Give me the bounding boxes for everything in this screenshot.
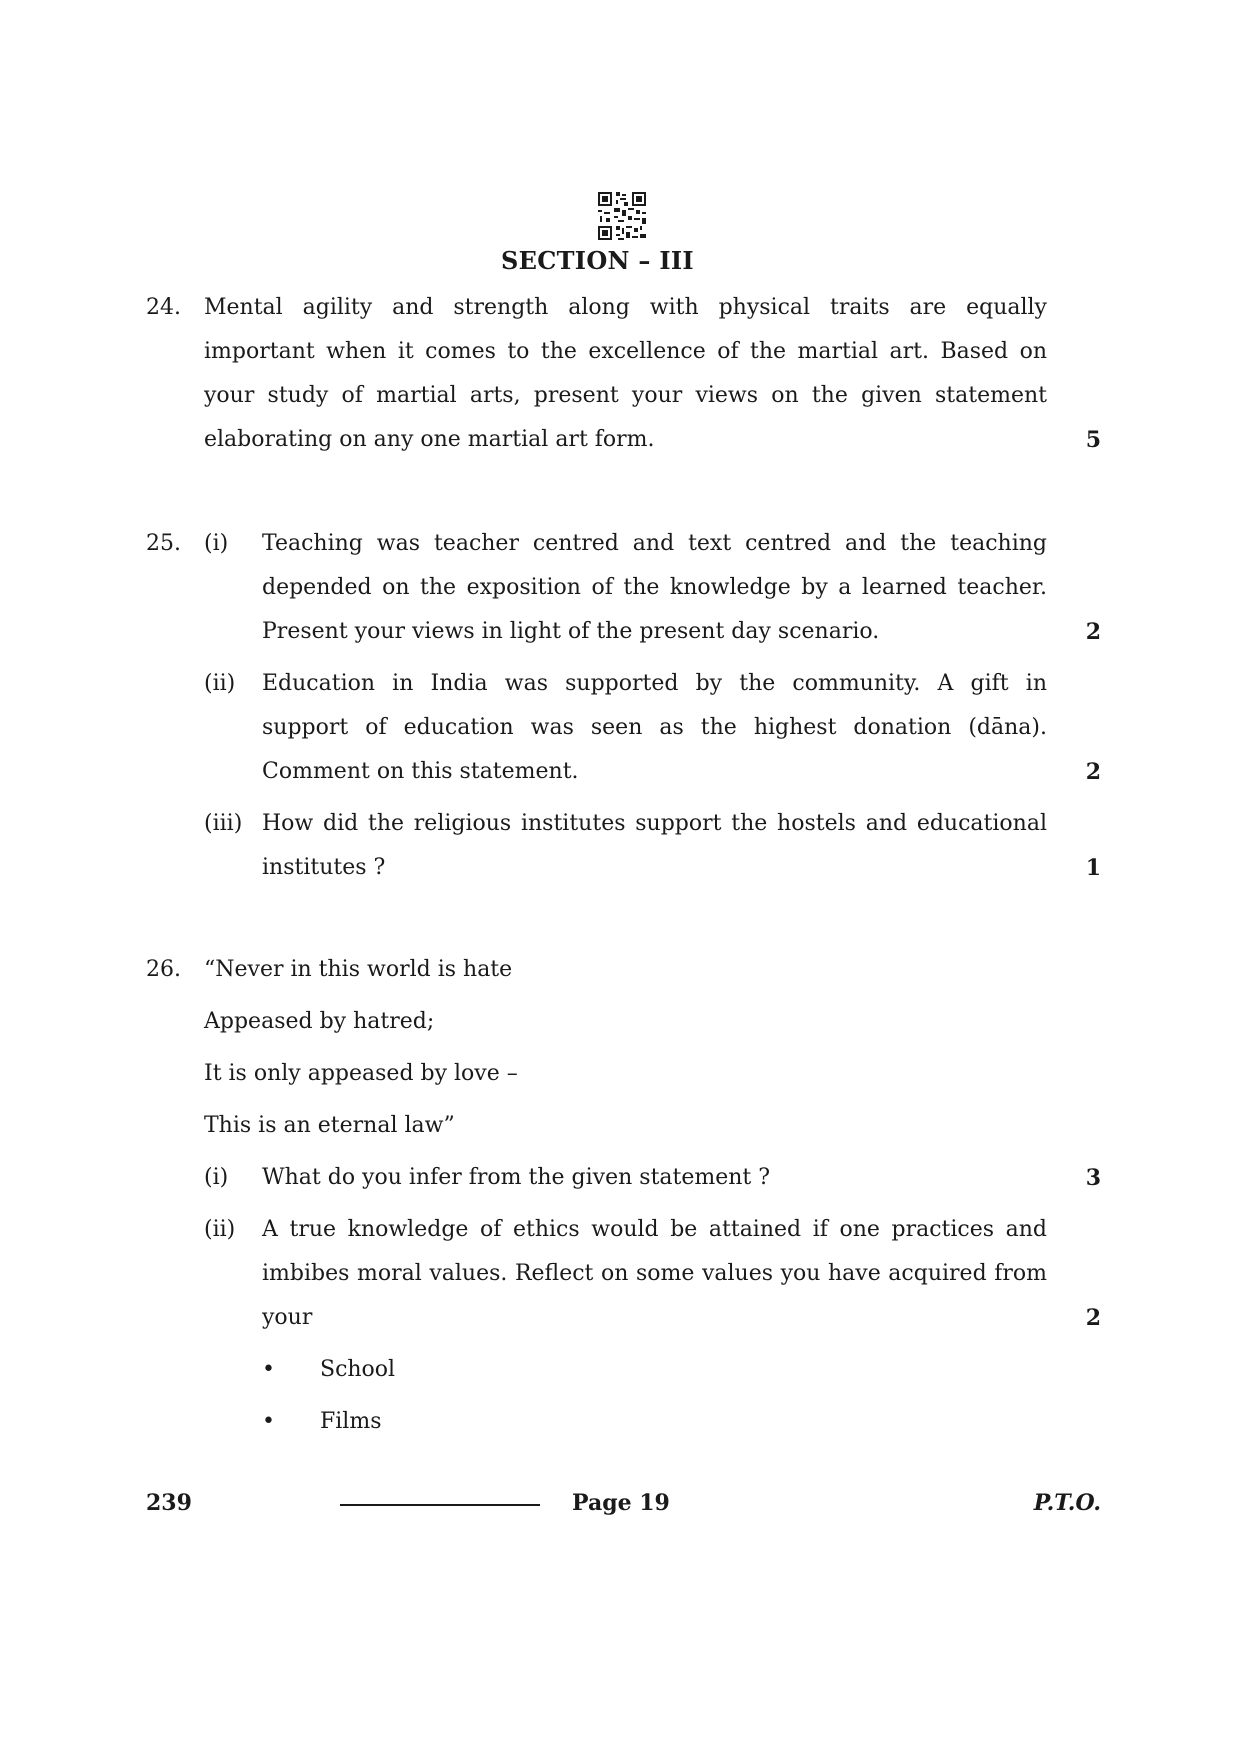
question-26-bullet-films: Films — [320, 1409, 382, 1434]
question-25-part-2-line-1: Education in India was supported by the community. A gift in — [262, 671, 1047, 696]
question-24-line-2: important when it comes to the excellence of the martial art. Based on — [204, 339, 1047, 364]
question-24-line-1: Mental agility and strength along with physical traits are equally — [204, 295, 1047, 320]
question-25-part-1-marks: 2 — [1085, 619, 1101, 645]
question-26-part-1-label: (i) — [204, 1165, 229, 1190]
question-25-part-1-line-1: Teaching was teacher centred and text centred and the teaching — [262, 531, 1047, 556]
qr-code-image — [596, 190, 648, 242]
question-25-part-2-line-3: Comment on this statement. — [262, 759, 579, 784]
question-25-part-2-marks: 2 — [1085, 759, 1101, 785]
question-26-part-2-label: (ii) — [204, 1217, 236, 1242]
question-26-part-2-line-1: A true knowledge of ethics would be attained if one practices and — [262, 1217, 1047, 1242]
question-26-part-1-line-1: What do you infer from the given statement ? — [262, 1165, 771, 1190]
question-26-quote-line-3: It is only appeased by love – — [204, 1061, 518, 1086]
bullet-icon: • — [262, 1357, 275, 1382]
footer-pto: P.T.O. — [1033, 1490, 1101, 1516]
question-26-quote-line-2: Appeased by hatred; — [204, 1009, 435, 1034]
question-25-part-3-label: (iii) — [204, 811, 243, 836]
question-24-marks: 5 — [1085, 427, 1101, 453]
question-25-part-1-label: (i) — [204, 531, 229, 556]
question-25-number: 25. — [146, 531, 181, 556]
question-24-line-3: your study of martial arts, present your views on the given statement — [204, 383, 1047, 408]
question-25-part-1-line-2: depended on the exposition of the knowledge by a learned teacher. — [262, 575, 1047, 600]
question-26-bullet-school: School — [320, 1357, 396, 1382]
question-26-part-1-marks: 3 — [1085, 1165, 1101, 1191]
footer-page-number: Page 19 — [572, 1490, 670, 1516]
question-24-line-4: elaborating on any one martial art form. — [204, 427, 655, 452]
question-25-part-2-label: (ii) — [204, 671, 236, 696]
question-26-part-2-marks: 2 — [1085, 1305, 1101, 1331]
question-26-quote-line-4: This is an eternal law” — [204, 1113, 455, 1138]
question-26-part-2-line-2: imbibes moral values. Reflect on some values you have acquired from — [262, 1261, 1047, 1286]
question-24-number: 24. — [146, 295, 181, 320]
question-25-part-3-marks: 1 — [1085, 855, 1101, 881]
footer-divider — [340, 1504, 540, 1506]
question-26-part-2-line-3: your — [262, 1305, 313, 1330]
question-26-quote-line-1: “Never in this world is hate — [204, 957, 513, 982]
section-title: SECTION – III — [501, 246, 694, 275]
bullet-icon: • — [262, 1409, 275, 1434]
question-25-part-1-line-3: Present your views in light of the present day scenario. — [262, 619, 880, 644]
question-26-number: 26. — [146, 957, 181, 982]
question-25-part-2-line-2: support of education was seen as the highest donation (dāna). — [262, 715, 1047, 740]
question-25-part-3-line-1: How did the religious institutes support the hostels and educational — [262, 811, 1047, 836]
footer-paper-code: 239 — [146, 1490, 192, 1516]
question-25-part-3-line-2: institutes ? — [262, 855, 386, 880]
